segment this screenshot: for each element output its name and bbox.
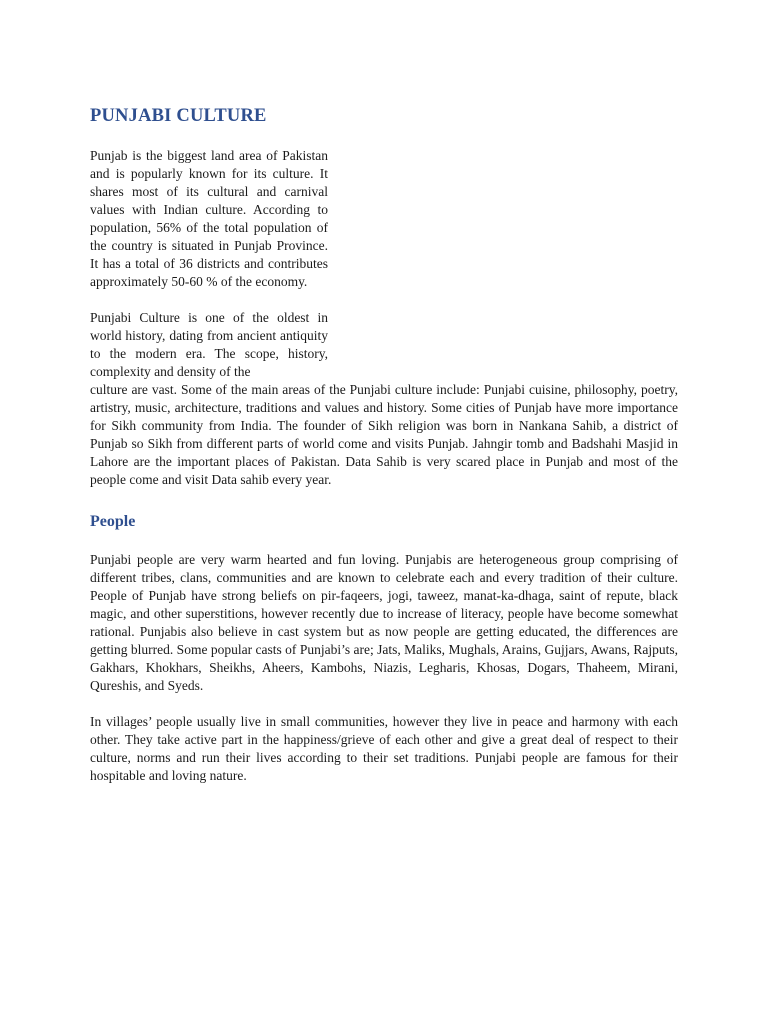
page-title: PUNJABI CULTURE: [90, 106, 267, 126]
intro-paragraph-2-wide: culture are vast. Some of the main areas of the Punjabi culture include: Punjabi cuisine, philosophy, poetry, artistry, music, architecture, traditions and values and history. Some cities of Punjab have more importance for Sikh community from India. The founder of Sikh religion was born in Nankana Sahib, a district of Punjab so Sikh from different parts of world come and visits Punjab. Jahngir tomb and Badshahi Masjid in Lahore are the important places of Pakistan. Data Sahib is very scared place in Punjab and most of the people come and visit Data sahib every year.: [90, 382, 678, 487]
section-heading-people: People: [90, 513, 136, 530]
paragraph-spacer: [90, 695, 678, 713]
intro-paragraph-1: Punjab is the biggest land area of Pakistan and is popularly known for its culture. It shares most of its cultural and carnival values with Indian culture. According to population, 56% of the total population of the country is situated in Punjab Province. It has a total of 36 districts and contributes approximately 50-60 % of the economy.: [90, 148, 328, 289]
paragraph-spacer: [90, 291, 678, 309]
people-paragraph-1: Punjabi people are very warm hearted and fun loving. Punjabis are heterogeneous group comprising of different tribes, clans, communities and are known to celebrate each and every tradition of their culture. People of Punjab have strong beliefs on pir-faqeers, jogi, taweez, manat-ka-dhaga, saint of repute, black magic, and other superstitions, however recently due to increase of literacy, people have become somewhat rational. Punjabis also believe in cast system but as now people are getting educated, the differences are getting blurred. Some popular casts of Punjabi’s are; Jats, Maliks, Mughals, Arains, Gujjars, Awans, Rajputs, Gakhars, Khokhars, Sheikhs, Aheers, Kambohs, Niazis, Legharis, Khosas, Dogars, Thaheem, Mirani, Qureshis, and Syeds.: [90, 552, 678, 693]
document-body: [90, 106, 678, 785]
intro-paragraph-2-narrow: Punjabi Culture is one of the oldest in world history, dating from ancient antiquity to the modern era. The scope, history, complexity and density of the: [90, 310, 328, 379]
people-paragraph-2: In villages’ people usually live in small communities, however they live in peace and harmony with each other. They take active part in the happiness/grieve of each other and give a great deal of respect to their culture, norms and run their lives according to their set traditions. Punjabi people are famous for their hospitable and loving nature.: [90, 714, 678, 783]
